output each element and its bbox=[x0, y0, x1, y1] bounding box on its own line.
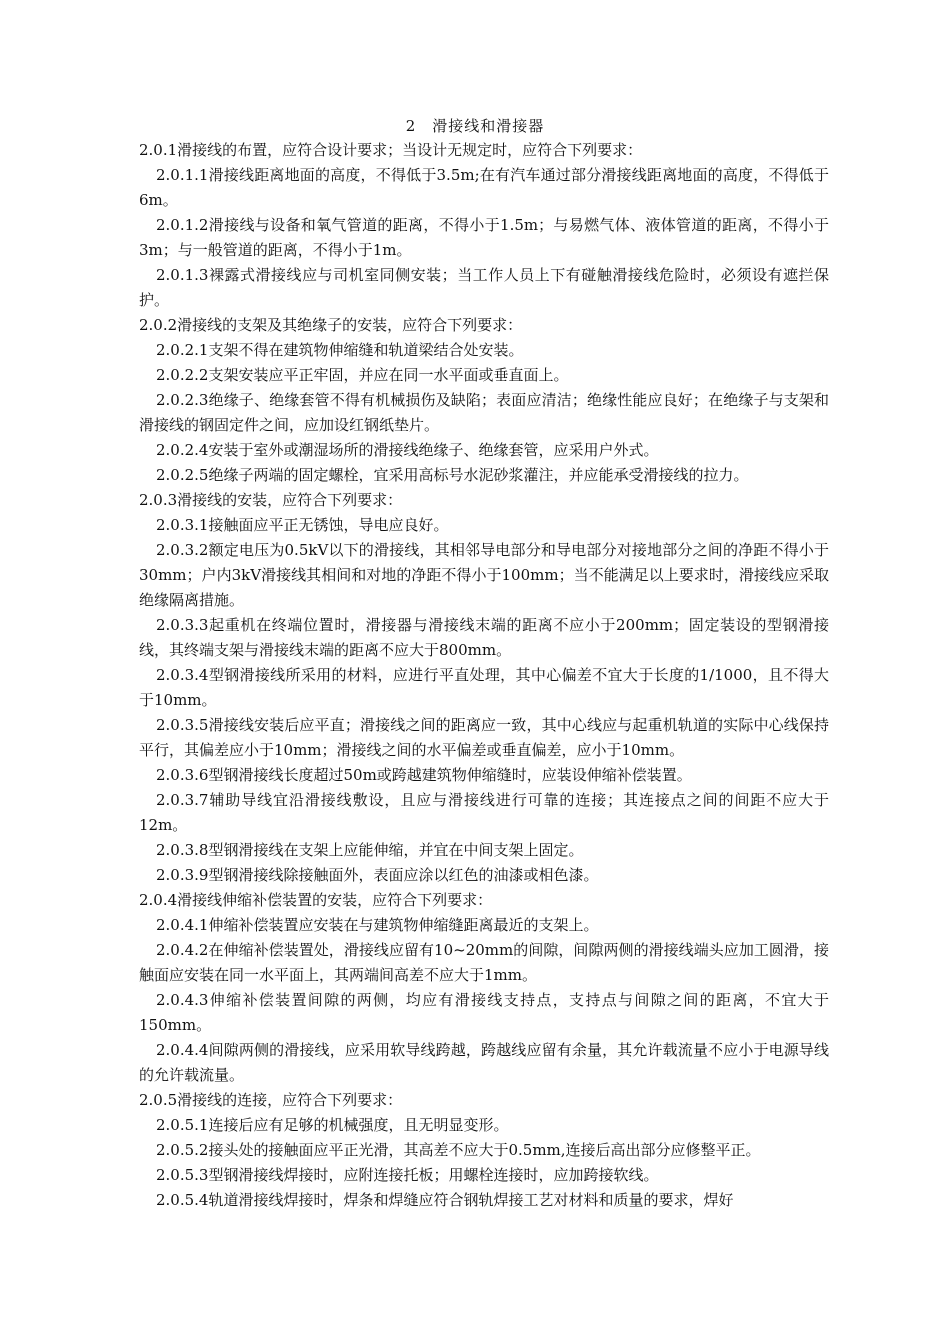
clause-item: 2.0.5.4轨道滑接线焊接时，焊条和焊缝应符合钢轨焊接工艺对材料和质量的要求，焊好 bbox=[156, 1191, 734, 1209]
clause-heading: 2.0.4滑接线伸缩补偿装置的安装，应符合下列要求： bbox=[139, 891, 493, 909]
clause-item: 2.0.2.1支架不得在建筑物伸缩缝和轨道梁结合处安装。 bbox=[156, 341, 524, 359]
clause-item: 2.0.1.1滑接线距离地面的高度，不得低于3.5m;在有汽车通过部分滑接线距离地面的高度，不得低于6m。 bbox=[139, 166, 829, 209]
clause-item: 2.0.2.2支架安装应平正牢固，并应在同一水平面或垂直面上。 bbox=[156, 366, 569, 384]
clause-item: 2.0.1.2滑接线与设备和氧气管道的距离，不得小于1.5m；与易燃气体、液体管道的距离，不得小于3m；与一般管道的距离，不得小于1m。 bbox=[139, 216, 829, 259]
clause-item: 2.0.5.3型钢滑接线焊接时，应附连接托板；用螺栓连接时，应加跨接软线。 bbox=[156, 1166, 659, 1184]
clause-item: 2.0.4.3伸缩补偿装置间隙的两侧，均应有滑接线支持点，支持点与间隙之间的距离，不宜大于150mm。 bbox=[139, 991, 829, 1034]
clause-item: 2.0.2.5绝缘子两端的固定螺栓，宜采用高标号水泥砂浆灌注，并应能承受滑接线的拉力。 bbox=[156, 466, 749, 484]
clause-item: 2.0.4.2在伸缩补偿装置处，滑接线应留有10~20mm的间隙，间隙两侧的滑接线端头应加工圆滑，接触面应安装在同一水平面上，其两端间高差不应大于1mm。 bbox=[139, 941, 829, 984]
clause-item: 2.0.2.3绝缘子、绝缘套管不得有机械损伤及缺陷；表面应清洁；绝缘性能应良好；在绝缘子与支架和滑接线的钢固定件之间，应加设红钢纸垫片。 bbox=[139, 391, 829, 434]
section-title: 2 滑接线和滑接器 bbox=[405, 117, 545, 135]
clause-item: 2.0.3.3起重机在终端位置时，滑接器与滑接线末端的距离不应小于200mm；固定装设的型钢滑接线，其终端支架与滑接线末端的距离不应大于800mm。 bbox=[139, 616, 829, 659]
clause-item: 2.0.3.2额定电压为0.5kV以下的滑接线，其相邻导电部分和导电部分对接地部分之间的净距不得小于30mm；户内3kV滑接线其相间和对地的净距不得小于100mm；当不能满足以上要求时，滑接线应采取绝缘隔离措施。 bbox=[139, 541, 829, 609]
clause-item: 2.0.3.8型钢滑接线在支架上应能伸缩，并宜在中间支架上固定。 bbox=[156, 841, 584, 859]
document-body bbox=[139, 138, 829, 1213]
clause-item: 2.0.5.2接头处的接触面应平正光滑，其高差不应大于0.5mm,连接后高出部分应修整平正。 bbox=[156, 1141, 761, 1159]
clause-heading: 2.0.1滑接线的布置，应符合设计要求；当设计无规定时，应符合下列要求： bbox=[139, 141, 643, 159]
clause-item: 2.0.3.9型钢滑接线除接触面外，表面应涂以红色的油漆或相色漆。 bbox=[156, 866, 599, 884]
clause-heading: 2.0.5滑接线的连接，应符合下列要求： bbox=[139, 1091, 403, 1109]
clause-item: 2.0.3.4型钢滑接线所采用的材料，应进行平直处理，其中心偏差不宜大于长度的1/1000，且不得大于10mm。 bbox=[139, 666, 829, 709]
clause-item: 2.0.2.4安装于室外或潮湿场所的滑接线绝缘子、绝缘套管，应采用户外式。 bbox=[156, 441, 659, 459]
clause-item: 2.0.3.7辅助导线宜沿滑接线敷设，且应与滑接线进行可靠的连接；其连接点之间的间距不应大于12m。 bbox=[139, 791, 829, 834]
clause-heading: 2.0.2滑接线的支架及其绝缘子的安装，应符合下列要求： bbox=[139, 316, 523, 334]
clause-item: 2.0.4.4间隙两侧的滑接线，应采用软导线跨越，跨越线应留有余量，其允许载流量不应小于电源导线的允许载流量。 bbox=[139, 1041, 829, 1084]
clause-item: 2.0.5.1连接后应有足够的机械强度，且无明显变形。 bbox=[156, 1116, 509, 1134]
clause-item: 2.0.1.3裸露式滑接线应与司机室同侧安装；当工作人员上下有碰触滑接线危险时，必须设有遮拦保护。 bbox=[139, 266, 829, 309]
clause-item: 2.0.3.5滑接线安装后应平直；滑接线之间的距离应一致，其中心线应与起重机轨道的实际中心线保持平行，其偏差应小于10mm；滑接线之间的水平偏差或垂直偏差，应小于10mm。 bbox=[139, 716, 829, 759]
clause-item: 2.0.4.1伸缩补偿装置应安装在与建筑物伸缩缝距离最近的支架上。 bbox=[156, 916, 599, 934]
clause-heading: 2.0.3滑接线的安装，应符合下列要求： bbox=[139, 491, 403, 509]
clause-item: 2.0.3.6型钢滑接线长度超过50m或跨越建筑物伸缩缝时，应装设伸缩补偿装置。 bbox=[156, 766, 692, 784]
clause-item: 2.0.3.1接触面应平正无锈蚀，导电应良好。 bbox=[156, 516, 449, 534]
